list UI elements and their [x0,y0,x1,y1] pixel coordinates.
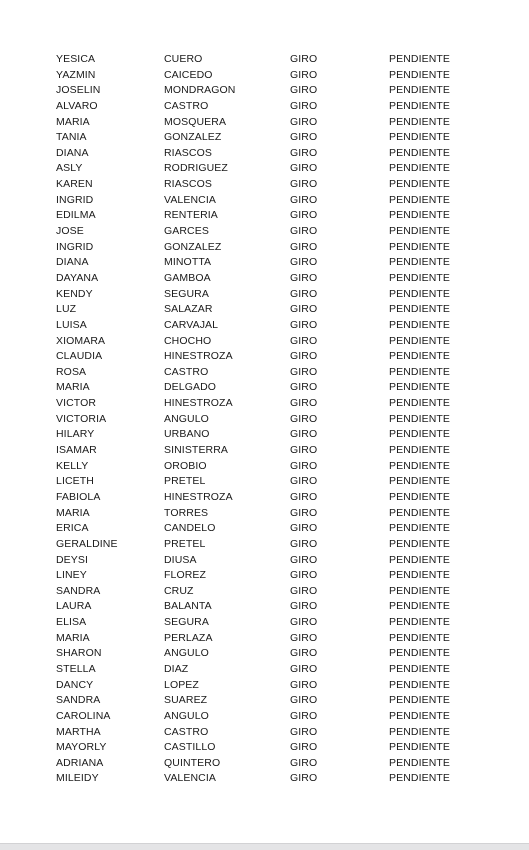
type-cell: GIRO [290,115,318,128]
status-cell: PENDIENTE [389,756,450,769]
first-name-cell: LUISA [56,318,87,331]
table-row [56,349,516,365]
surname-cell: ANGULO [164,412,209,425]
first-name-cell: XIOMARA [56,334,106,347]
type-cell: GIRO [290,53,318,65]
first-name-cell: YESICA [56,53,96,65]
table-row [56,271,516,287]
surname-cell: MONDRAGON [164,84,236,97]
first-name-cell: MARIA [56,381,90,394]
type-cell: GIRO [290,553,318,566]
surname-cell: QUINTERO [164,756,221,769]
first-name-cell: EDILMA [56,209,96,222]
status-cell: PENDIENTE [389,428,450,441]
status-cell: PENDIENTE [389,694,450,707]
status-cell: PENDIENTE [389,553,450,566]
type-cell: GIRO [290,381,318,394]
first-name-cell: MARTHA [56,725,101,738]
surname-cell: GONZALEZ [164,240,222,253]
table-row [56,193,516,209]
status-cell: PENDIENTE [389,240,450,253]
type-cell: GIRO [290,678,318,691]
status-cell: PENDIENTE [389,287,450,300]
table-row [56,568,516,584]
type-cell: GIRO [290,240,318,253]
table-row [56,521,516,537]
first-name-cell: SANDRA [56,694,101,707]
first-name-cell: FABIOLA [56,490,101,503]
table-row [56,740,516,756]
table-row [56,146,516,162]
type-cell: GIRO [290,303,318,316]
type-cell: GIRO [290,506,318,519]
table-row [56,255,516,271]
table-row [56,224,516,240]
table-row [56,208,516,224]
status-cell: PENDIENTE [389,584,450,597]
status-cell: PENDIENTE [389,772,450,785]
type-cell: GIRO [290,662,318,675]
status-cell: PENDIENTE [389,162,450,175]
status-cell: PENDIENTE [389,99,450,112]
type-cell: GIRO [290,256,318,269]
status-cell: PENDIENTE [389,131,450,144]
table-row [56,709,516,725]
type-cell: GIRO [290,490,318,503]
type-cell: GIRO [290,459,318,472]
first-name-cell: JOSELIN [56,84,101,97]
table-row [56,615,516,631]
surname-cell: ANGULO [164,647,209,660]
table-row [56,380,516,396]
status-cell: PENDIENTE [389,709,450,722]
table-row [56,412,516,428]
status-cell: PENDIENTE [389,68,450,81]
surname-cell: DIAZ [164,662,189,675]
first-name-cell: TANIA [56,131,87,144]
status-cell: PENDIENTE [389,490,450,503]
type-cell: GIRO [290,162,318,175]
type-cell: GIRO [290,569,318,582]
surname-cell: SUAREZ [164,694,208,707]
table-row [56,553,516,569]
first-name-cell: MARIA [56,115,90,128]
type-cell: GIRO [290,365,318,378]
status-cell: PENDIENTE [389,631,450,644]
status-cell: PENDIENTE [389,84,450,97]
table-row [56,646,516,662]
table-row [56,240,516,256]
type-cell: GIRO [290,537,318,550]
first-name-cell: ASLY [56,162,83,175]
status-cell: PENDIENTE [389,678,450,691]
table-row [56,302,516,318]
status-cell: PENDIENTE [389,662,450,675]
type-cell: GIRO [290,600,318,613]
first-name-cell: SANDRA [56,584,101,597]
status-cell: PENDIENTE [389,303,450,316]
first-name-cell: LINEY [56,569,87,582]
first-name-cell: CLAUDIA [56,350,103,363]
status-cell: PENDIENTE [389,256,450,269]
surname-cell: GARCES [164,225,209,238]
surname-cell: SINISTERRA [164,444,229,457]
first-name-cell: ERICA [56,522,89,535]
status-cell: PENDIENTE [389,271,450,284]
first-name-cell: MILEIDY [56,772,99,785]
first-name-cell: VICTORIA [56,412,107,425]
surname-cell: CASTRO [164,725,209,738]
table-row [56,584,516,600]
surname-cell: VALENCIA [164,772,216,785]
table-row [56,443,516,459]
type-cell: GIRO [290,756,318,769]
surname-cell: RIASCOS [164,146,212,159]
type-cell: GIRO [290,522,318,535]
type-cell: GIRO [290,647,318,660]
status-cell: PENDIENTE [389,53,450,65]
table-row [56,83,516,99]
type-cell: GIRO [290,225,318,238]
first-name-cell: ROSA [56,365,87,378]
status-cell: PENDIENTE [389,318,450,331]
type-cell: GIRO [290,146,318,159]
surname-cell: CAICEDO [164,68,213,81]
status-cell: PENDIENTE [389,365,450,378]
status-cell: PENDIENTE [389,225,450,238]
surname-cell: CASTRO [164,99,209,112]
table-row [56,474,516,490]
table-row [56,334,516,350]
surname-cell: PRETEL [164,475,206,488]
first-name-cell: DAYANA [56,271,99,284]
first-name-cell: MARIA [56,506,90,519]
table-row [56,725,516,741]
table-row [56,599,516,615]
status-cell: PENDIENTE [389,146,450,159]
surname-cell: RODRIGUEZ [164,162,228,175]
surname-cell: CANDELO [164,522,216,535]
type-cell: GIRO [290,287,318,300]
surname-cell: SEGURA [164,616,209,629]
surname-cell: HINESTROZA [164,350,233,363]
status-cell: PENDIENTE [389,537,450,550]
first-name-cell: ADRIANA [56,756,104,769]
surname-cell: VALENCIA [164,193,216,206]
type-cell: GIRO [290,334,318,347]
type-cell: GIRO [290,412,318,425]
first-name-cell: HILARY [56,428,95,441]
type-cell: GIRO [290,131,318,144]
first-name-cell: DIANA [56,146,89,159]
surname-cell: ANGULO [164,709,209,722]
type-cell: GIRO [290,584,318,597]
surname-cell: CHOCHO [164,334,212,347]
first-name-cell: MAYORLY [56,741,107,754]
surname-cell: CUERO [164,53,203,65]
surname-cell: MINOTTA [164,256,212,269]
status-cell: PENDIENTE [389,444,450,457]
status-cell: PENDIENTE [389,397,450,410]
first-name-cell: DANCY [56,678,94,691]
table-row [56,115,516,131]
type-cell: GIRO [290,428,318,441]
status-cell: PENDIENTE [389,209,450,222]
type-cell: GIRO [290,397,318,410]
status-cell: PENDIENTE [389,616,450,629]
first-name-cell: CAROLINA [56,709,111,722]
first-name-cell: MARIA [56,631,90,644]
type-cell: GIRO [290,631,318,644]
first-name-cell: DIANA [56,256,89,269]
first-name-cell: GERALDINE [56,537,118,550]
type-cell: GIRO [290,99,318,112]
status-cell: PENDIENTE [389,569,450,582]
surname-cell: BALANTA [164,600,212,613]
type-cell: GIRO [290,444,318,457]
table-row [56,756,516,772]
type-cell: GIRO [290,84,318,97]
status-cell: PENDIENTE [389,115,450,128]
first-name-cell: KELLY [56,459,89,472]
status-cell: PENDIENTE [389,193,450,206]
surname-cell: RENTERIA [164,209,218,222]
table-row [56,771,516,787]
first-name-cell: JOSE [56,225,84,238]
surname-cell: DIUSA [164,553,197,566]
first-name-cell: LUZ [56,303,77,316]
status-cell: PENDIENTE [389,522,450,535]
table-row [56,678,516,694]
table-row [56,161,516,177]
type-cell: GIRO [290,68,318,81]
type-cell: GIRO [290,271,318,284]
first-name-cell: ELISA [56,616,87,629]
table-row [56,52,516,68]
first-name-cell: STELLA [56,662,96,675]
first-name-cell: DEYSI [56,553,89,566]
surname-cell: CARVAJAL [164,318,219,331]
status-cell: PENDIENTE [389,741,450,754]
surname-cell: SEGURA [164,287,209,300]
surname-cell: CRUZ [164,584,194,597]
type-cell: GIRO [290,178,318,191]
status-cell: PENDIENTE [389,506,450,519]
first-name-cell: KAREN [56,178,93,191]
first-name-cell: LICETH [56,475,94,488]
table-row [56,662,516,678]
type-cell: GIRO [290,741,318,754]
surname-cell: SALAZAR [164,303,213,316]
type-cell: GIRO [290,694,318,707]
first-name-cell: KENDY [56,287,93,300]
first-name-cell: INGRID [56,193,94,206]
first-name-cell: LAURA [56,600,92,613]
type-cell: GIRO [290,772,318,785]
first-name-cell: ISAMAR [56,444,97,457]
table-row [56,365,516,381]
first-name-cell: SHARON [56,647,102,660]
type-cell: GIRO [290,209,318,222]
status-cell: PENDIENTE [389,334,450,347]
surname-cell: MOSQUERA [164,115,227,128]
table-row [56,537,516,553]
surname-cell: GONZALEZ [164,131,222,144]
surname-cell: TORRES [164,506,209,519]
records-table [56,52,516,787]
status-cell: PENDIENTE [389,647,450,660]
type-cell: GIRO [290,725,318,738]
table-row [56,506,516,522]
surname-cell: FLOREZ [164,569,207,582]
status-cell: PENDIENTE [389,412,450,425]
first-name-cell: VICTOR [56,397,97,410]
type-cell: GIRO [290,193,318,206]
table-row [56,396,516,412]
table-row [56,68,516,84]
surname-cell: HINESTROZA [164,397,233,410]
status-cell: PENDIENTE [389,350,450,363]
surname-cell: PRETEL [164,537,206,550]
status-cell: PENDIENTE [389,725,450,738]
status-cell: PENDIENTE [389,178,450,191]
surname-cell: HINESTROZA [164,490,233,503]
type-cell: GIRO [290,616,318,629]
surname-cell: GAMBOA [164,271,211,284]
surname-cell: PERLAZA [164,631,213,644]
type-cell: GIRO [290,709,318,722]
first-name-cell: ALVARO [56,99,98,112]
table-row [56,177,516,193]
status-cell: PENDIENTE [389,381,450,394]
status-cell: PENDIENTE [389,459,450,472]
type-cell: GIRO [290,475,318,488]
table-row [56,490,516,506]
first-name-cell: YAZMIN [56,68,96,81]
status-cell: PENDIENTE [389,475,450,488]
table-row [56,693,516,709]
table-row [56,99,516,115]
first-name-cell: INGRID [56,240,94,253]
type-cell: GIRO [290,350,318,363]
table-row [56,427,516,443]
type-cell: GIRO [290,318,318,331]
surname-cell: URBANO [164,428,210,441]
surname-cell: RIASCOS [164,178,212,191]
surname-cell: DELGADO [164,381,217,394]
surname-cell: CASTRO [164,365,209,378]
surname-cell: LOPEZ [164,678,199,691]
status-cell: PENDIENTE [389,600,450,613]
surname-cell: OROBIO [164,459,207,472]
surname-cell: CASTILLO [164,741,216,754]
table-row [56,287,516,303]
table-row [56,459,516,475]
table-row [56,631,516,647]
table-row [56,130,516,146]
table-row [56,318,516,334]
